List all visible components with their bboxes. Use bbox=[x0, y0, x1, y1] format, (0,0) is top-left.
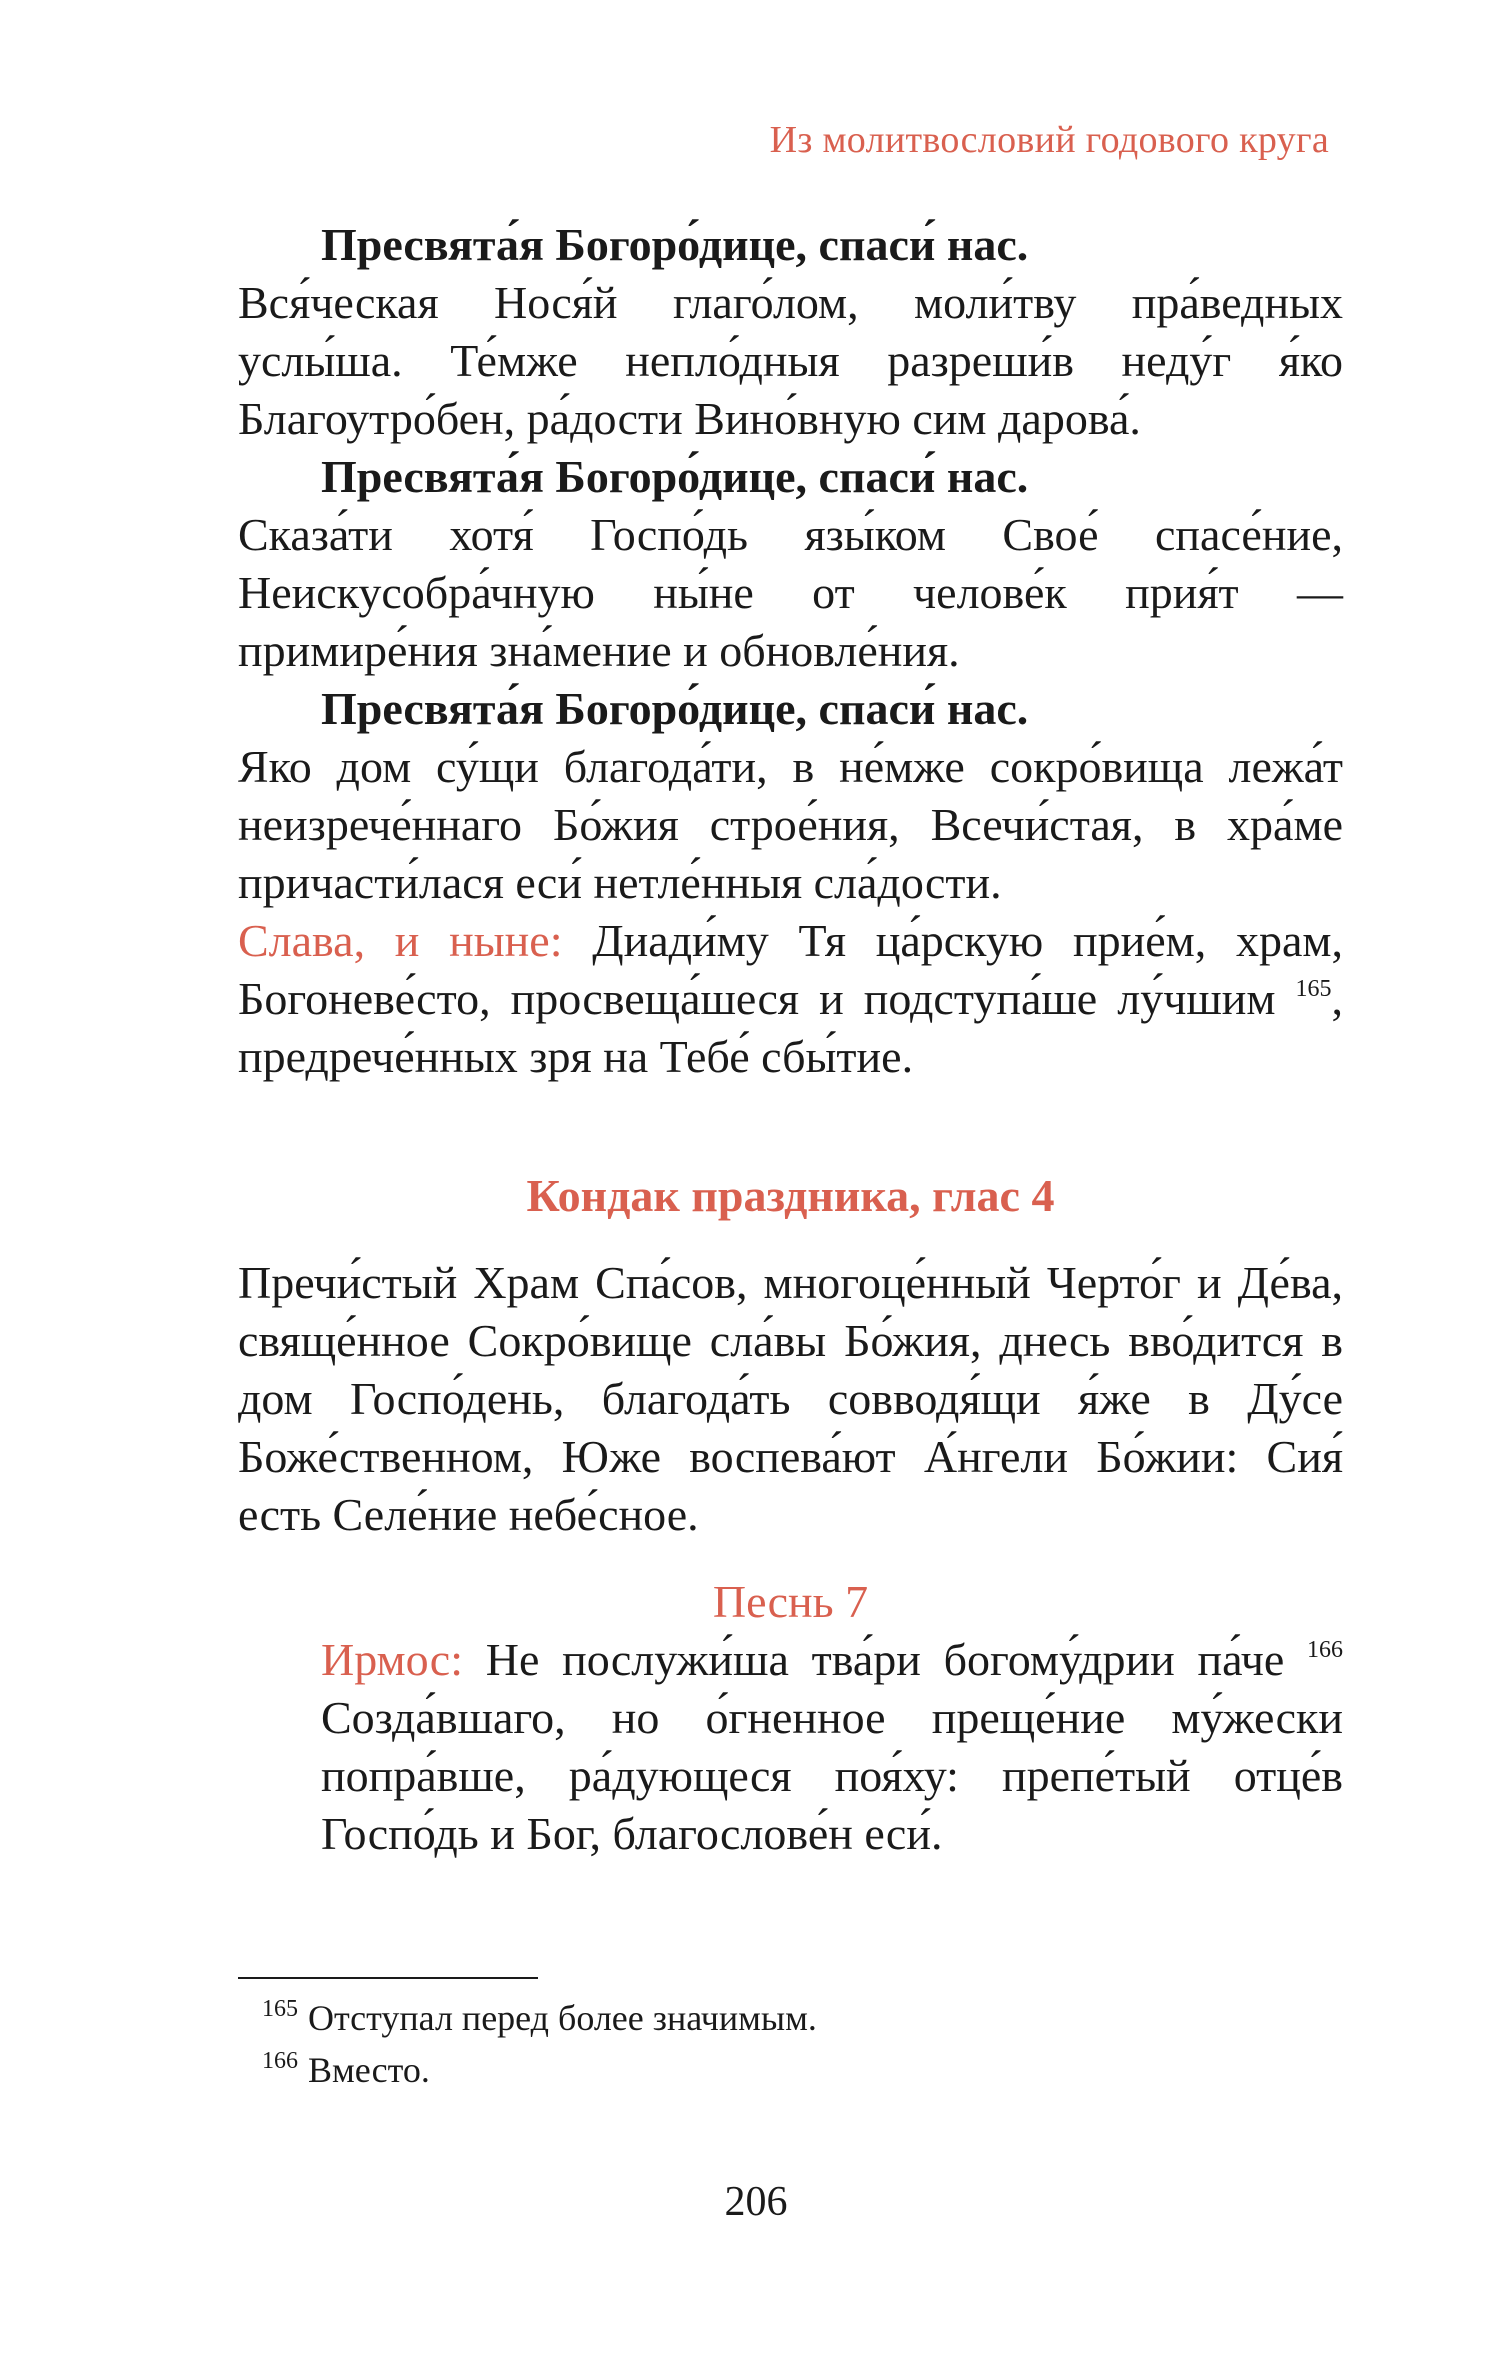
irmos-text-b: Созда́вшаго, но о́гненное преще́ние му́жески попра́вше, ра́дующеся поя́ху: препе́тый отце́в Госпо́дь и Бог, благослове́н еси́. bbox=[321, 1692, 1343, 1859]
footnotes bbox=[262, 1992, 1162, 2096]
irmos-block bbox=[238, 1631, 1343, 1863]
footnote-number: 165 bbox=[262, 1996, 298, 2022]
running-head: Из молитвословий годового круга bbox=[769, 119, 1329, 161]
glory-text-b: , предрече́нных зря на Тебе́ сбы́тие. bbox=[238, 973, 1344, 1082]
page-number: 206 bbox=[724, 2179, 788, 2225]
troparion-2: Сказа́ти хотя́ Госпо́дь язы́ком Свое́ спасе́ние, Неискусобра́чную ны́не от челове́к прия́т — примире́ния зна́мение и обновле́ния. bbox=[238, 509, 1343, 676]
kontakion-heading: Кондак праздника, глас 4 bbox=[526, 1170, 1055, 1221]
footnote-165 bbox=[262, 1992, 1162, 2044]
ode-heading: Песнь 7 bbox=[712, 1576, 869, 1627]
troparion-1: Вся́ческая Нося́й глаго́лом, моли́тву пра́ведных услы́ша. Те́мже непло́дныя разреши́в неду́г я́ко Благоутро́бен, ра́дости Вино́вную сим дарова́. bbox=[238, 277, 1343, 444]
footnote-text: Отступал перед более значимым. bbox=[308, 1998, 817, 2038]
glory-label: Слава, и ныне: bbox=[238, 915, 563, 966]
troparion-3: Яко дом су́щи благода́ти, в не́мже сокро́вища лежа́т неизрече́ннаго Бо́жия строе́ния, Всечи́стая, в хра́ме причасти́лася еси́ нетле́нныя сла́дости. bbox=[238, 741, 1343, 908]
refrain-2: Пресвята́я Богоро́дице, спаси́ нас. bbox=[321, 451, 1029, 502]
glory-text-a: Диади́му Тя ца́рскую прие́м, храм, Богоневе́сто, просвеща́шеся и подступа́ше лу́чшим bbox=[238, 915, 1343, 1024]
footnote-ref-165: 165 bbox=[1295, 976, 1332, 1002]
footnote-166 bbox=[262, 2044, 1162, 2096]
irmos-text-a: Не послужи́ша тва́ри богому́дрии па́че bbox=[462, 1634, 1285, 1685]
footnote-text: Вместо. bbox=[308, 2050, 430, 2090]
refrain-3: Пресвята́я Богоро́дице, спаси́ нас. bbox=[321, 683, 1029, 734]
refrain-1: Пресвята́я Богоро́дице, спаси́ нас. bbox=[321, 219, 1029, 270]
irmos-label: Ирмос: bbox=[321, 1634, 463, 1685]
glory-theotokion bbox=[238, 912, 1343, 1086]
footnote-ref-166: 166 bbox=[1307, 1637, 1344, 1663]
main-text bbox=[238, 216, 1343, 1863]
kontakion-text: Пречи́стый Храм Спа́сов, многоце́нный Черто́г и Де́ва, свяще́нное Сокро́вище сла́вы Бо́жия, днесь вво́дится в дом Госпо́день, благода́ть совводя́щи я́же в Ду́се Боже́ственном, Юже воспева́ют А́нгели Бо́жии: Сия́ есть Селе́ние небе́сное. bbox=[238, 1257, 1343, 1540]
footnote-divider bbox=[238, 1977, 538, 1979]
irmos bbox=[321, 1631, 1343, 1863]
footnote-number: 166 bbox=[262, 2048, 298, 2074]
